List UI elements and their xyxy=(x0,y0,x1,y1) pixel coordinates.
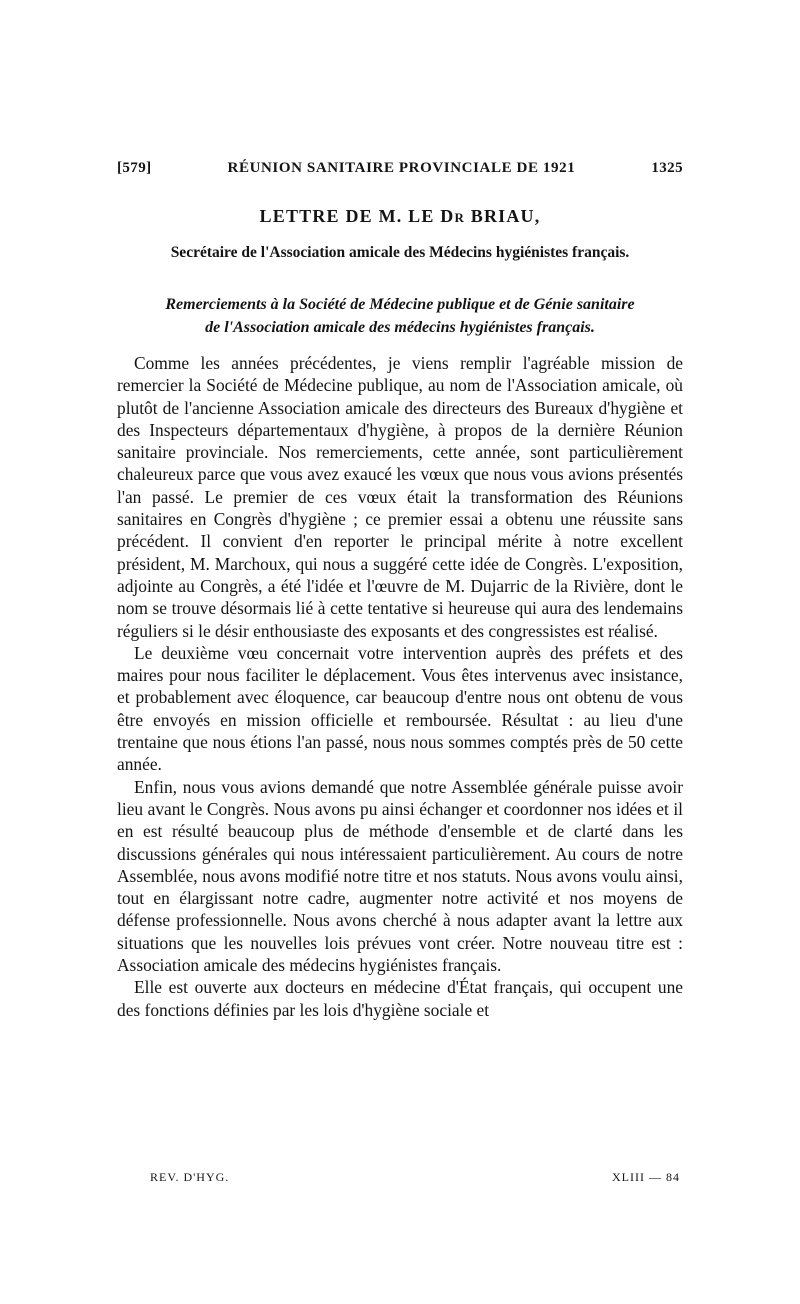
running-header xyxy=(117,160,683,177)
running-title: RÉUNION SANITAIRE PROVINCIALE DE 1921 xyxy=(227,160,576,176)
letter-caption xyxy=(117,293,683,339)
letter-subheading: Secrétaire de l'Association amicale des Médecins hygiénistes français. xyxy=(170,244,630,261)
letter-heading: LETTRE DE M. LE Dr BRIAU, xyxy=(259,206,541,226)
caption-line-2: de l'Association amicale des médecins hygiénistes français. xyxy=(205,319,595,336)
caption-line-1: Remerciements à la Société de Médecine publique et de Génie sanitaire xyxy=(165,296,635,313)
page-reference: [579] xyxy=(117,160,152,176)
body-text xyxy=(117,352,683,1021)
page-number: 1325 xyxy=(651,160,683,176)
paragraph-3: Enfin, nous vous avions demandé que notre Assemblée générale puisse avoir lieu avant le Congrès. Nous avons pu ainsi échanger et coordonner nos idées et il en est résulté beaucoup plus de méthode d'ensemble et de clarté dans les discussions générales qui nous intéressaient particulièrement. Au cours de notre Assemblée, nous avons modifié notre titre et nos statuts. Nous avons voulu ainsi, tout en élargissant notre cadre, augmenter notre activité et nos moyens de défense professionnelle. Nous avons cherché à nous adapter avant la lettre aux situations que les nouvelles lois prévues vont créer. Notre nouveau titre est : Association amicale des médecins hygiénistes français. xyxy=(117,776,683,976)
page-footer xyxy=(150,1170,680,1185)
footer-volume: XLIII — 84 xyxy=(612,1170,680,1184)
paragraph-2: Le deuxième vœu concernait votre intervention auprès des préfets et des maires pour nous faciliter le déplacement. Vous êtes intervenus avec insistance, et probablement avec éloquence, car beaucoup d'entre nous ont obtenu de vous être envoyés en mission officielle et remboursée. Résultat : au lieu d'une trentaine que nous étions l'an passé, nous nous sommes comptés près de 50 cette année. xyxy=(117,642,683,775)
paragraph-1: Comme les années précédentes, je viens remplir l'agréable mission de remercier la Société de Médecine publique, au nom de l'Association amicale, où plutôt de l'ancienne Association amicale des directeurs des Bureaux d'hygiène et des Inspecteurs départementaux d'hygiène, à propos de la dernière Réunion sanitaire provinciale. Nos remerciements, cette année, sont particulièrement chaleureux parce que vous avez exaucé les vœux que nous vous avions présentés l'an passé. Le premier de ces vœux était la transformation des Réunions sanitaires en Congrès d'hygiène ; ce premier essai a obtenu une réussite sans précédent. Il convient d'en reporter le principal mérite à notre excellent président, M. Marchoux, qui nous a suggéré cette idée de Congrès. L'exposition, adjointe au Congrès, a été l'idée et l'œuvre de M. Dujarric de la Rivière, dont le nom se trouve désormais lié à cette tentative si heureuse qui aura des lendemains réguliers si le désir enthousiaste des exposants et des congressistes est réalisé. xyxy=(117,353,683,641)
footer-journal: REV. D'HYG. xyxy=(150,1170,230,1184)
paragraph-4: Elle est ouverte aux docteurs en médecine d'État français, qui occupent une des fonctions définies par les lois d'hygiène sociale et xyxy=(117,977,683,1020)
